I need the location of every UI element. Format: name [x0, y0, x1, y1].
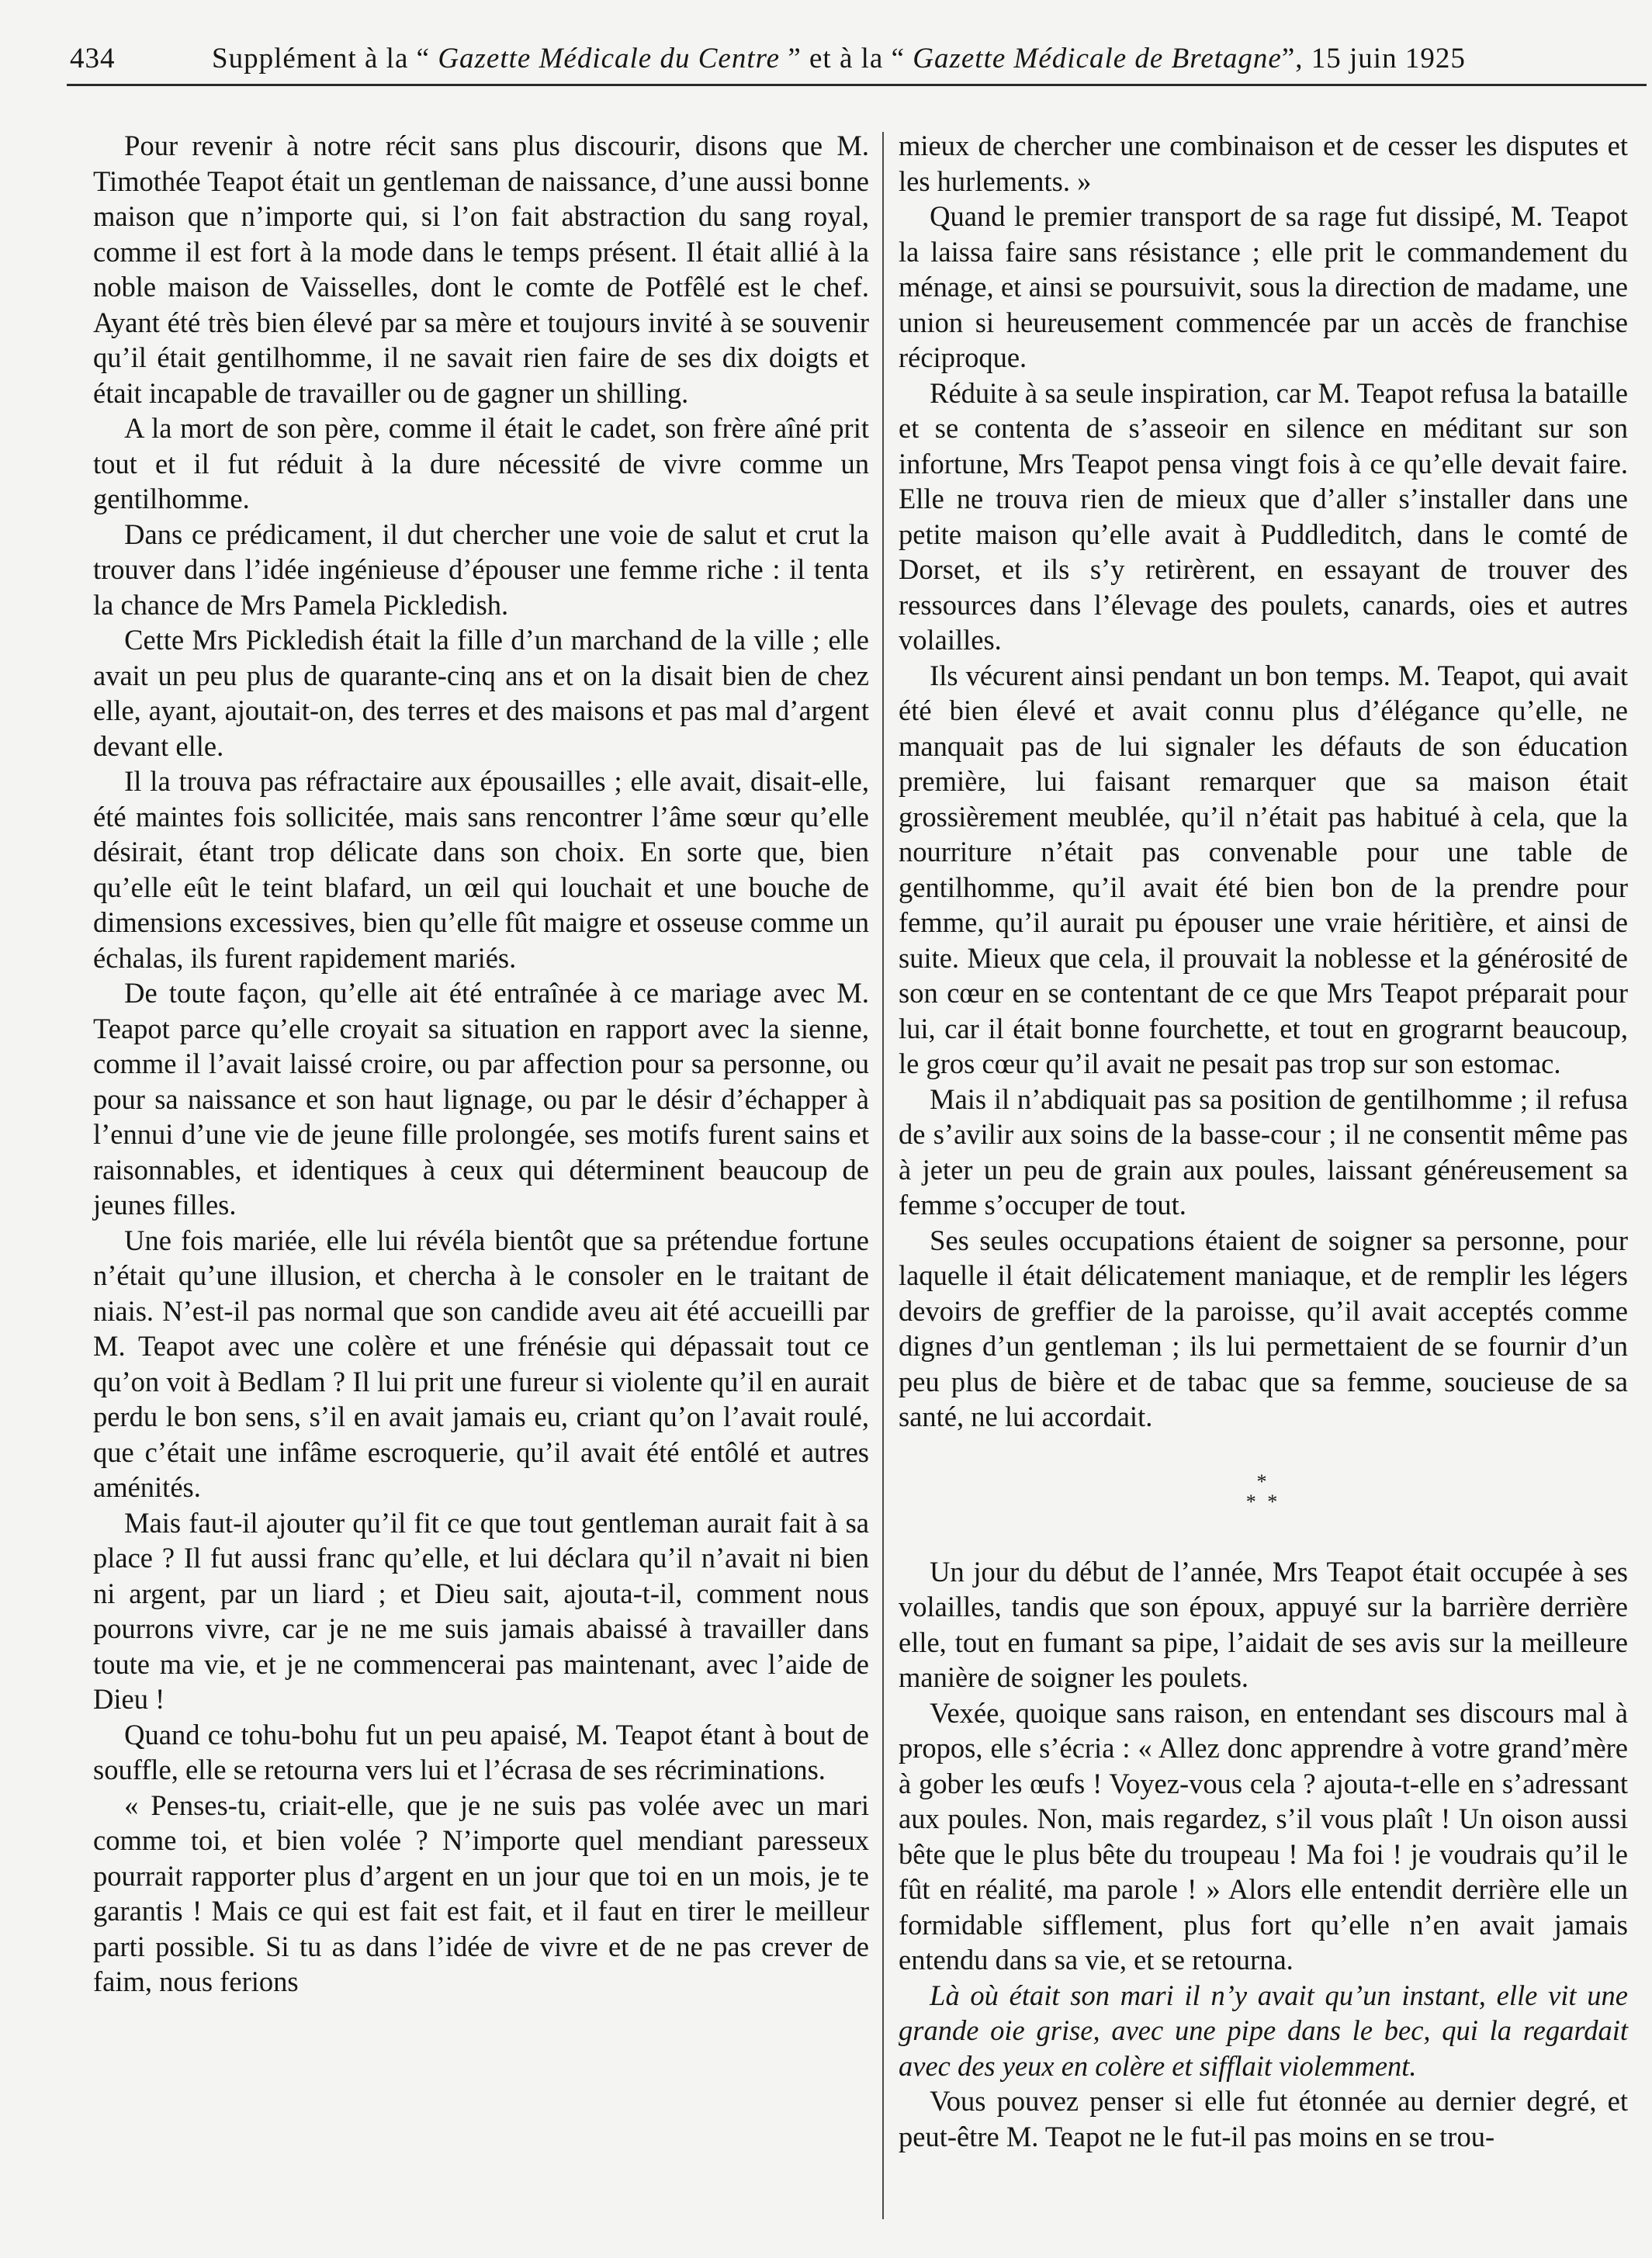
paragraph: Mais faut-il ajouter qu’il fit ce que tout gentleman aurait fait à sa place ? Il fut aussi franc qu’elle, et lui déclara qu’il n’avait ni bien ni argent, par un liard ; et Dieu sait, ajouta-t-il, comment nous pourrons vivre, car je ne me suis jamais abaissé à travailler dans toute ma vie, et je ne commencerai pas maintenant, avec l’aide de Dieu !	[93, 1506, 869, 1715]
paragraph: Mais il n’abdiquait pas sa position de gentilhomme ; il refusa de s’avilir aux soins de la basse-cour ; il ne consentit même pas à jeter un peu de grain aux poules, laissant généreusement sa femme s’occuper de tout.	[899, 1082, 1628, 1221]
column-rule	[882, 132, 884, 2219]
left-column	[93, 128, 869, 2000]
paragraph: Il la trouva pas réfractaire aux épousailles ; elle avait, disait-elle, été maintes fois sollicitée, mais sans rencontrer l’âme sœur qu’elle désirait, étant trop délicate dans son choix. En sorte que, bien qu’elle eût le teint blafard, un œil qui louchait et une bouche de dimensions excessives, bien qu’elle fût maigre et osseuse comme un échalas, ils furent rapidement mariés.	[93, 765, 869, 974]
paragraph: Un jour du début de l’année, Mrs Teapot était occupée à ses volailles, tandis que son époux, appuyé sur la barrière derrière elle, tout en fumant sa pipe, l’aidait de ses avis sur la meilleure manière de soigner les poulets.	[899, 1555, 1628, 1693]
paragraph: Réduite à sa seule inspiration, car M. Teapot refusa la bataille et se contenta de s’asseoir en silence en méditant sur son infortune, Mrs Teapot pensa vingt fois à ce qu’elle devait faire. Elle ne trouva rien de mieux que d’aller s’installer dans une petite maison qu’elle avait à Puddleditch, dans le comté de Dorset, et ils s’y retirèrent, en essayant de trouver des ressources dans l’élevage des poulets, canards, oies et autres volailles.	[899, 376, 1628, 656]
separator-top-asterisk: *	[1256, 1470, 1270, 1493]
paragraph: « Penses-tu, criait-elle, que je ne suis pas volée avec un mari comme toi, et bien volée ? N’importe quel mendiant paresseux pourrait rapporter plus d’argent en un jour que toi en un mois, je te garantis ! Mais ce qui est fait est fait, et il faut en tirer le meilleur parti possible. Si tu as dans l’idée de vivre et de ne pas crever de faim, nous ferions	[93, 1789, 869, 1997]
journal-name-centre: Gazette Médicale du Centre	[438, 43, 781, 74]
header-title	[212, 39, 1466, 79]
paragraph-continued: mieux de chercher une combinaison et de cesser les disputes et les hurlements. »	[899, 130, 1628, 197]
paragraph: Quand le premier transport de sa rage fut dissipé, M. Teapot la laissa faire sans résistance ; elle prit le commandement du ménage, et ainsi se poursuivit, sous la direction de madame, une union si heureusement commencée par un accès de franchise réciproque.	[899, 200, 1628, 373]
paragraph: Ils vécurent ainsi pendant un bon temps. M. Teapot, qui avait été bien élevé et avait connu plus d’élégance qu’elle, ne manquait pas de lui signaler les défauts de son éducation première, lui faisant remarquer que sa maison était grossièrement meublée, qu’il n’était pas habitué à cela, que la nourriture n’était pas convenable pour une table de gentilhomme, qu’il avait été bien bon de la prendre pour femme, qu’il aurait pu épouser une vraie héritière, et ainsi de suite. Mieux que cela, il prouvait la noblesse et la générosité de son cœur en se contentant de ce que Mrs Teapot préparait pour lui, car il était bonne fourchette, et tout en grograrnt beaucoup, le gros cœur qu’il avait ne pesait pas trop sur son estomac.	[899, 659, 1628, 1079]
paragraph: Ses seules occupations étaient de soigner sa personne, pour laquelle il était délicatement maniaque, et de remplir les légers devoirs de greffier de la paroisse, qu’il avait acceptés comme dignes d’un gentleman ; ils lui permettaient de se fournir d’un peu plus de bière et de tabac que sa femme, soucieuse de sa santé, ne lui accordait.	[899, 1224, 1628, 1432]
paragraph: Pour revenir à notre récit sans plus discourir, disons que M. Timothée Teapot était un gentleman de naissance, d’une aussi bonne maison que n’importe qui, si l’on fait abstraction du sang royal, comme il est fort à la mode dans le temps présent. Il était allié à la noble maison de Vaisselles, dont le comte de Potfêlé est le chef. Ayant été très bien élevé par sa mère et toujours invité à se souvenir qu’il était gentilhomme, il ne savait rien faire de ses dix doigts et était incapable de travailler ou de gagner un shilling.	[93, 130, 869, 409]
page-number: 434	[70, 43, 116, 74]
section-separator	[899, 1472, 1628, 1519]
header-prefix: Supplément à la “	[212, 43, 431, 74]
paragraph: Cette Mrs Pickledish était la fille d’un marchand de la ville ; elle avait un peu plus de quarante-cinq ans et on la disait bien de chez elle, ayant, ajoutait-on, des terres et des maisons et pas mal d’argent devant elle.	[93, 624, 869, 762]
separator-bottom-asterisks: * *	[1245, 1490, 1281, 1513]
journal-name-bretagne: Gazette Médicale de Bretagne	[913, 43, 1282, 74]
paragraph: De toute façon, qu’elle ait été entraînée à ce mariage avec M. Teapot parce qu’elle croyait sa situation en rapport avec la sienne, comme il l’avait laissé croire, ou par affection pour sa personne, ou pour sa naissance et son haut lignage, ou par le désir d’échapper à l’ennui d’une vie de jeune fille prolongée, ses motifs furent sains et raisonnables, et identiques à ceux qui déterminent beaucoup de jeunes filles.	[93, 977, 869, 1221]
header-middle: ” et à la “	[788, 43, 905, 74]
right-column	[899, 128, 1628, 2154]
running-header	[70, 39, 1571, 79]
paragraph: Dans ce prédicament, il dut chercher une voie de salut et crut la trouver dans l’idée ingénieuse d’épouser une femme riche : il tenta la chance de Mrs Pamela Pickledish.	[93, 518, 869, 621]
header-rule	[67, 84, 1647, 86]
paragraph-italic: Là où était son mari il n’y avait qu’un instant, elle vit une grande oie grise, avec une pipe dans le bec, qui la regardait avec des yeux en colère et sifflait violemment.	[899, 1979, 1628, 2082]
paragraph: A la mort de son père, comme il était le cadet, son frère aîné prit tout et il fut réduit à la dure nécessité de vivre comme un gentilhomme.	[93, 412, 869, 514]
paragraph: Quand ce tohu-bohu fut un peu apaisé, M. Teapot étant à bout de souffle, elle se retourna vers lui et l’écrasa de ses récriminations.	[93, 1718, 869, 1785]
header-date: ”, 15 juin 1925	[1281, 43, 1466, 74]
paragraph: Vous pouvez penser si elle fut étonnée au dernier degré, et peut-être M. Teapot ne le fut-il pas moins en se trou-	[899, 2085, 1628, 2152]
paragraph: Une fois mariée, elle lui révéla bientôt que sa prétendue fortune n’était qu’une illusion, et chercha à le consoler en le traitant de niais. N’est-il pas normal que son candide aveu ait été accueilli par M. Teapot avec une colère et une frénésie qui dépassait tout ce qu’on voit à Bedlam ? Il lui prit une fureur si violente qu’il en aurait perdu le bon sens, s’il en avait jamais eu, criant qu’on l’avait roulé, que c’était une infâme escroquerie, qu’il avait été entôlé et autres aménités.	[93, 1224, 869, 1503]
paragraph: Vexée, quoique sans raison, en entendant ses discours mal à propos, elle s’écria : « Allez donc apprendre à votre grand’mère à gober les œufs ! Voyez-vous cela ? ajouta-t-elle en s’adressant aux poules. Non, mais regardez, s’il vous plaît ! Un oison aussi bête que le plus bête du troupeau ! Ma foi ! je voudrais qu’il le fût en réalité, ma parole ! » Alors elle entendit derrière elle un formidable sifflement, plus fort qu’elle n’en avait jamais entendu dans sa vie, et se retourna.	[899, 1696, 1628, 1976]
